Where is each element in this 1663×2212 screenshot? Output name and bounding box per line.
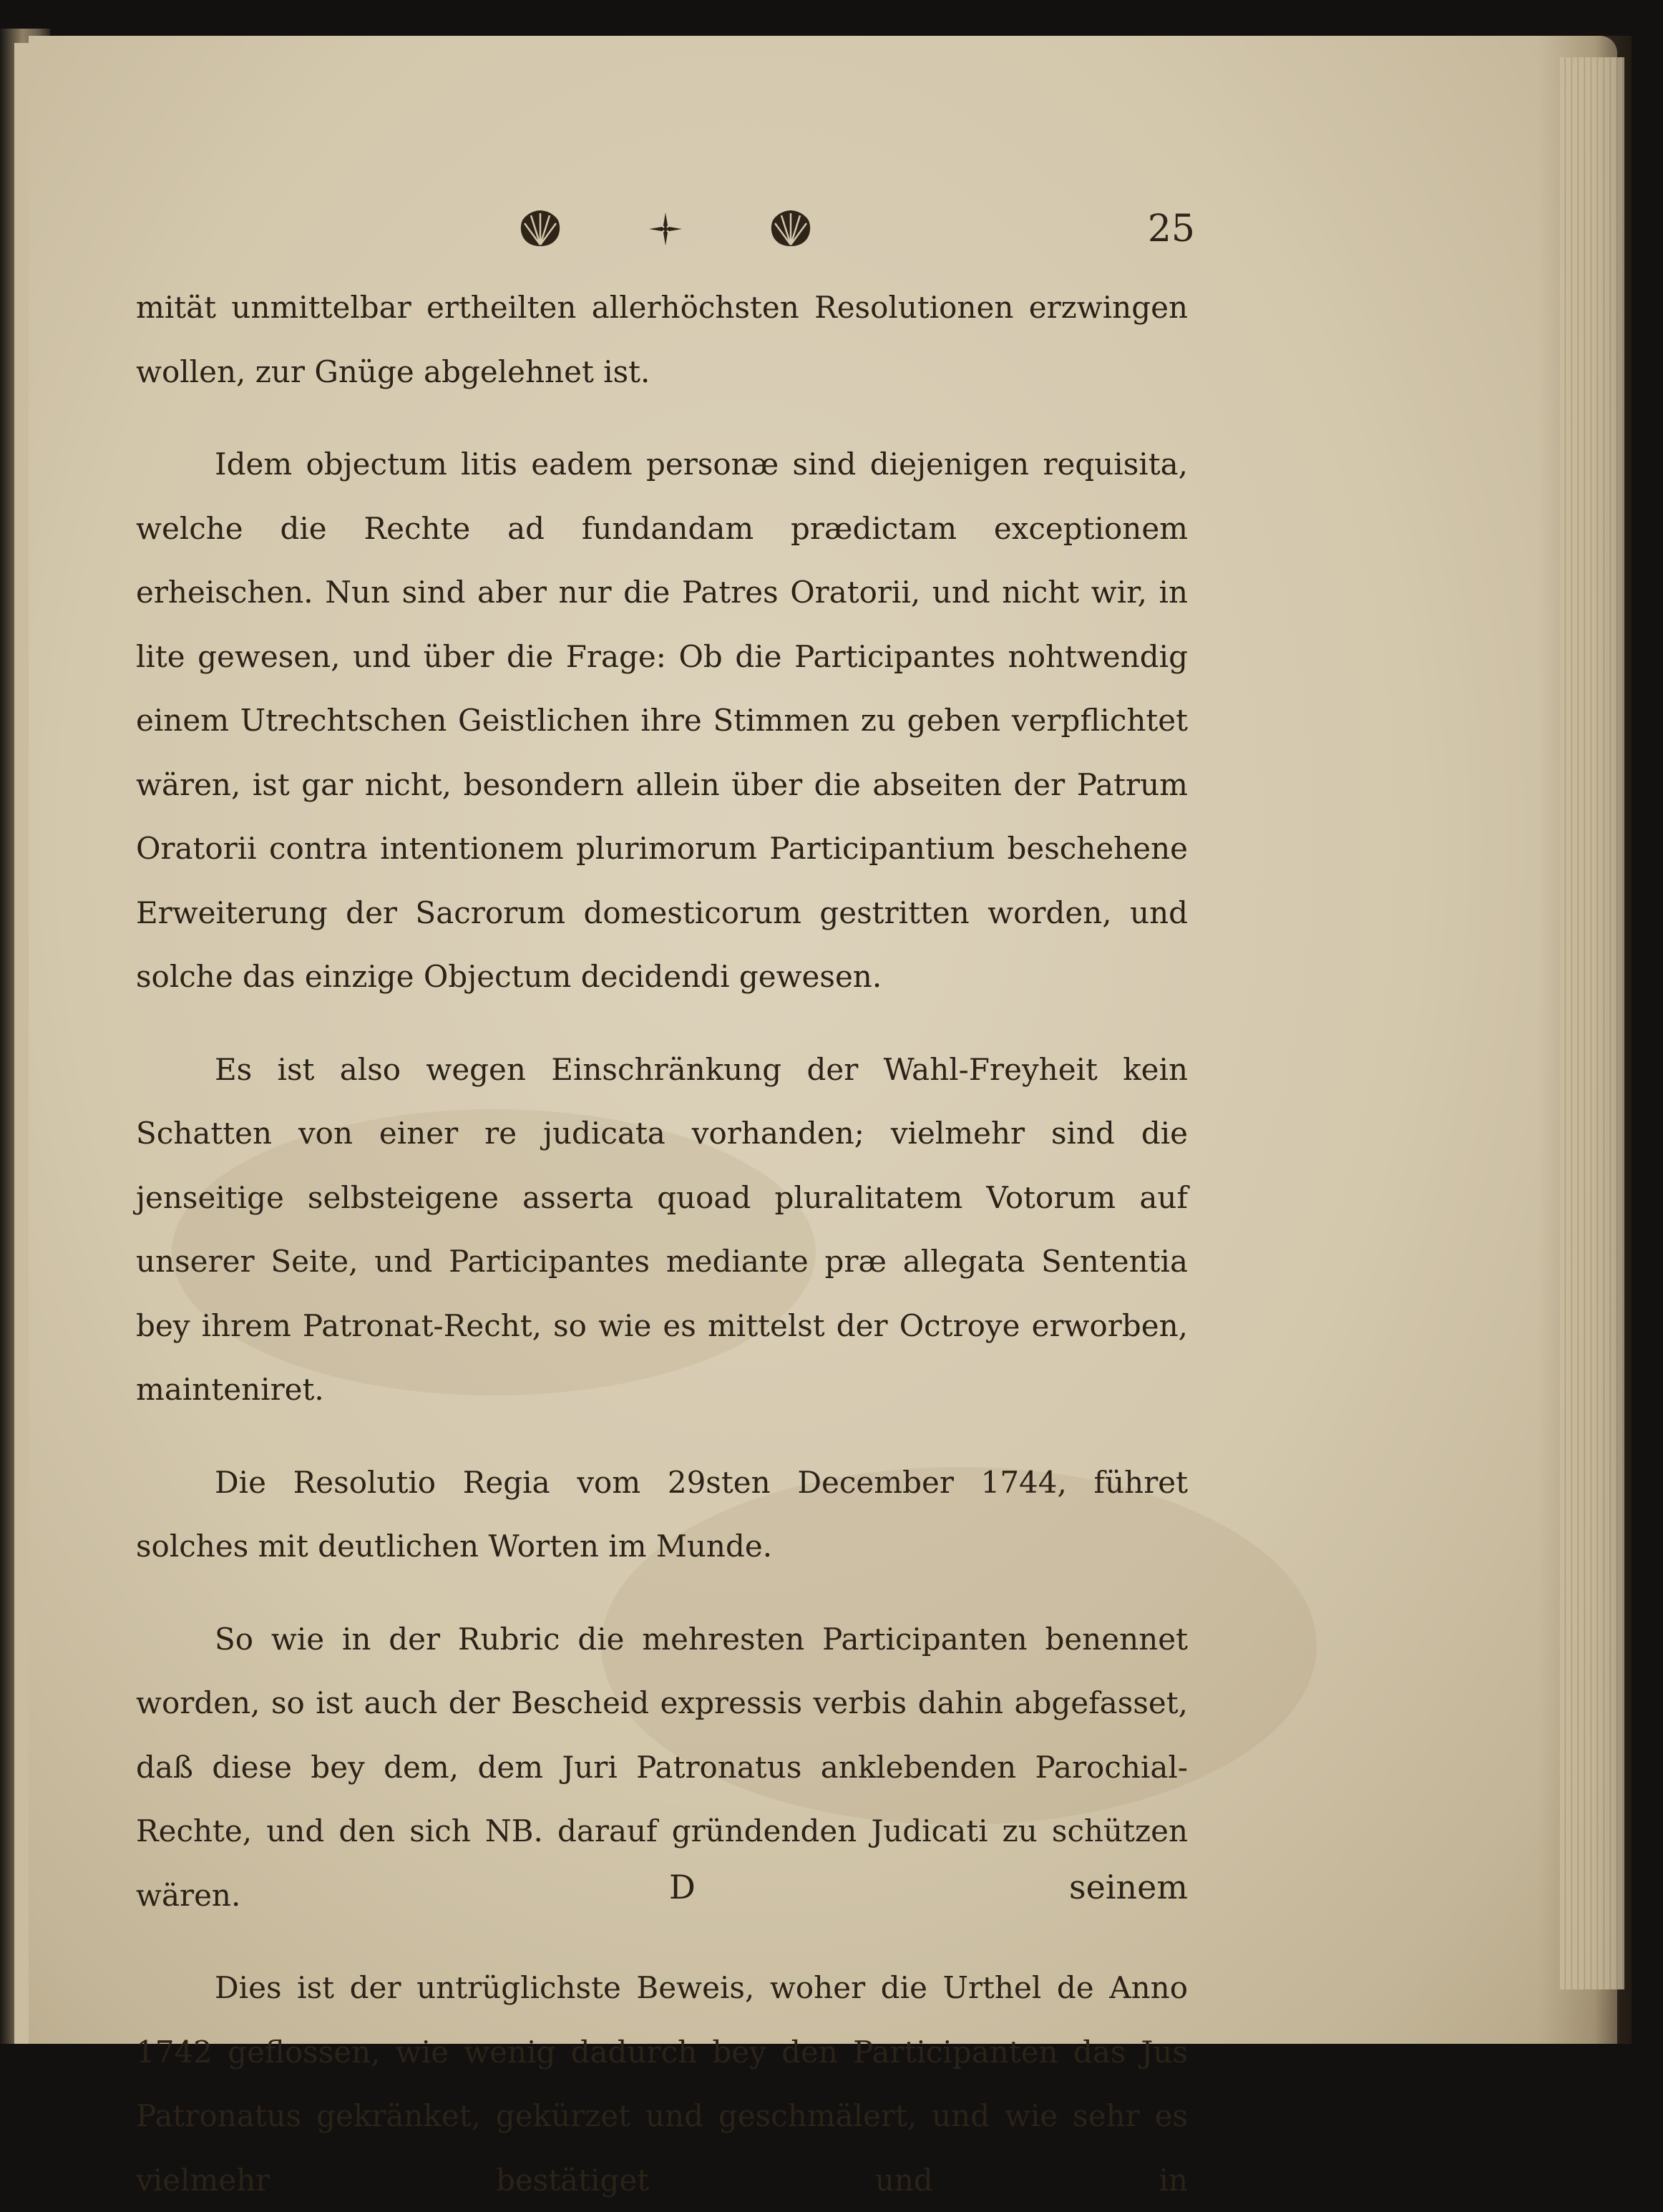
paragraph: So wie in der Rubric die mehresten Participanten benennet worden, so ist auch der Bescheid expressis verbis dahin abgefasset, daß diese bey dem, dem Juri Patronatus anklebenden Parochial-Rechte, und den sich NB. darauf gründenden Judicati zu schützen wären. (136, 1621, 1188, 1913)
paragraph-continuation: mität unmittelbar ertheilten allerhöchsten Resolutionen erzwingen wollen, zur Gnüge abgelehnet ist. (136, 290, 1188, 389)
page-footer (136, 1868, 1188, 1918)
body-text (136, 276, 1188, 2212)
shell-icon (766, 209, 816, 249)
catchword: seinem (1068, 1868, 1188, 1906)
star-icon (649, 213, 682, 245)
signature-mark: D (669, 1868, 696, 1906)
page-edges (1560, 57, 1624, 1989)
paragraph: Dies ist der untrüglichste Beweis, woher die Urthel de Anno 1742 geflossen, wie wenig dadurch bey den Participanten das Jus Patronatus gekränket, gekürzet und geschmälert, und wie sehr es vielmehr bestätiget und in (136, 1970, 1188, 2198)
page-number: 25 (1147, 208, 1195, 250)
paragraph: Idem objectum litis eadem personæ sind diejenigen requisita, welche die Rechte ad fundandam prædictam exceptionem erheischen. Nun sind aber nur die Patres Oratorii, und nicht wir, in lite gewesen, und über die Frage: Ob die Participantes nohtwendig einem Utrechtschen Geistlichen ihre Stimmen zu geben verpflichtet wären, ist gar nicht, besondern allein über die abseiten der Patrum Oratorii contra intentionem plurimorum Participantium beschehene Erweiterung der Sacrorum domesticorum gestritten worden, und solche das einzige Objectum decidendi gewesen. (136, 447, 1188, 994)
paragraph: Es ist also wegen Einschränkung der Wahl-Freyheit kein Schatten von einer re judicata vorhanden; vielmehr sind die jenseitige selbsteigene asserta quoad pluralitatem Votorum auf unserer Seite, und Participantes mediante præ allegata Sententia bey ihrem Patronat-Recht, so wie es mittelst der Octroye erworben, mainteniret. (136, 1051, 1188, 1407)
shell-icon (515, 209, 565, 249)
header-ornament (515, 208, 816, 250)
paragraph: Die Resolutio Regia vom 29sten December 1744, führet solches mit deutlichen Worten im Munde. (136, 1464, 1188, 1564)
